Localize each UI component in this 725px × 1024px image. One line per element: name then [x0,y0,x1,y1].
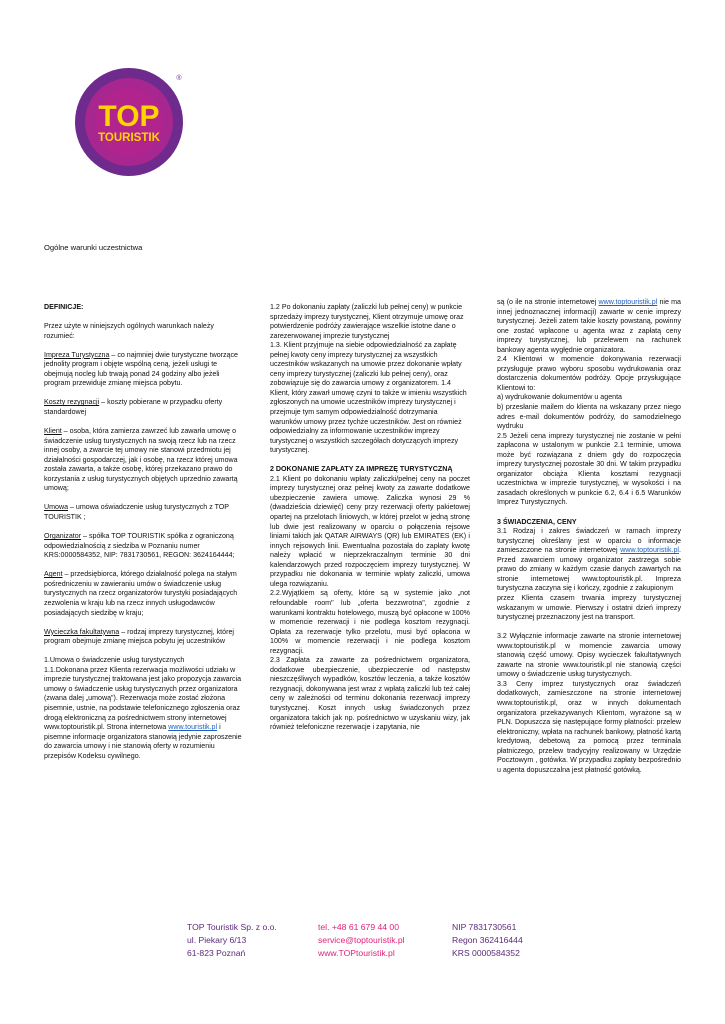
paragraph-3-2: 3.2 Wyłącznie informacje zawarte na stronie internetowej www.toptouristik.pl w momencie zawarcia umowy stanowią część umowy. Opisy wycieczek fakultatywnych zawarte na stronie www.touristik.pl nie stanowią części umowy o świadczenie usług turystycznych. [497,632,681,679]
definition: – umowa oświadczenie usług turystycznych z TOP TOURISTIK ; [44,503,229,522]
column-1 [44,303,244,771]
paragraph-1-2: 1.2 Po dokonaniu zapłaty (zaliczki lub pełnej ceny) w punkcie sprzedaży imprezy turystycznej, Klient otrzymuje umowę oraz potwierdzenie podróży zawierające wszelkie istotne dane o zarezerwowanej imprezie turystycznej [270,303,464,340]
nip: NIP 7831730561 [452,922,517,932]
krs: KRS 0000584352 [452,948,520,958]
registered-mark: ® [176,75,182,82]
company-name: TOP Touristik Sp. z o.o. [187,922,277,932]
email[interactable]: service@toptouristik.pl [318,935,405,945]
paragraph-2-1: 2.1 Klient po dokonaniu wpłaty zaliczki/pełnej ceny na poczet imprezy turystycznej oraz pełnej kwoty za zawarte dodatkowe ubezpieczenie zawiera umowę. Zaliczka wynosi 29 % (dwadzieścia dziewięć) ceny przy rezerwacji oferty pakietowej opartej na przelotach liniowych, w której przelot w jedną stronę lub dwie jest realizowany w oparciu o połączenia rejsowe liniami takich jak QATAR AIRWAYS (QR) lub EMIRATES (EK) i innych rejsowych linii. Ewentualna pozostała do zapłaty kwotę należy wpłacić w nieprzekraczalnym terminie 30 dni kalendarzowych przed rozpoczęciem imprezy turystycznej. W przypadku nie dokonania w terminie wpłaty zaliczki, umowa ulega rozwiązaniu. [270,474,470,588]
section-2-heading: 2 DOKONANIE ZAPŁATY ZA IMPREZĘ TURYSTYCZNĄ [270,465,453,474]
term: Agent [44,570,63,579]
logo-text-top: TOP [98,100,160,133]
text: 3.1 Rodzaj i zakres świadczeń w ramach imprezy turystycznej określany jest w oparciu o informacje zamieszczone na stronie internetowej [497,527,681,555]
website-link[interactable]: www.touristik.pl [168,723,218,732]
def-umowa [44,503,244,522]
paragraph-2-2: 2.2.Wyjątkiem są oferty, które są w systemie jako „not refoundable room" lub „oferta bezzwrotna", zgodnie z warunkami kontraktu hotelowego, muszą być opłacone w 100% w momencie rezerwacji i nie podlega kosztom rezygnacji. Opłata za rezerwacje tylko przelotu, musi być opłacona w 100% w momencie rezerwacji i nie podlega kosztom rezygnacji. [270,589,470,655]
definitions-intro: Przez użyte w niniejszych ogólnych warunkach należy rozumieć: [44,322,214,340]
column-2 [270,303,470,733]
definitions-heading: DEFINICJE: [44,303,84,311]
website-link[interactable]: www.toptouristik.pl [598,298,658,306]
paragraph-2-3: 2.3 Zapłata za zawarte za pośrednictwem organizatora, dodatkowe ubezpieczenie, ubezpieczenie od następstw nieszczęśliwych wypadków, kosztów leczenia, a także kosztów rezygnacji, dokonywana jest wraz z wpłatą zaliczki lub też całej ceny w zależności od terminu dokonania rezerwacji imprezy turystycznej. Koszt innych usług świadczonych przez organizatora takich jak np. pośrednictwo w uzyskaniu wizy, jak również telefoniczne rezerwacje i zapytania, nie [270,656,470,732]
paragraph-3-3: 3.3 Ceny imprez turystycznych oraz świadczeń dodatkowych, zamieszczone na stronie internetowej www.toptouristik.pl, oraz w innych dokumentach organizatora przekazywanych Klientom, wyrażone są w PLN. Dopuszcza się następujące formy płatności: przelew elektroniczny, wpłata na rachunek bankowy, płatność kartą kredytową, debetową za pomocą przez terminala płatniczego, przelew tradycyjny realizowany w Urzędzie Pocztowym , gotówka. W przypadku zapłaty bezpośrednio u agenta dopuszczalna jest płatność gotówką. [497,679,681,774]
definition: – przedsiębiorca, którego działalność polega na stałym pośredniczeniu w zawieraniu umów o świadczenie usług turystycznych na rzecz organizatorów turystyki posiadających zezwolenia w kraju lub na rzecz innych usługodawców posiadających siedzibę w kraju; [44,570,238,617]
definition: – rodzaj imprezy turystycznej, której program obejmuje zmianę miejsca pobytu jej uczestników [44,627,234,646]
term: Klient [44,427,62,436]
text: . Przed zawarciem umowy organizator zastrzega sobie prawo do zmiany w każdym czasie danych zawartych na stronie internetowej www.toptouristik.pl. Impreza turystyczna zaczyna się i kończy, zgodnie z zakupionym [497,546,681,593]
term: Organizator [44,532,82,541]
def-wycieczka [44,628,244,647]
term: Wycieczka fakultatywna [44,627,120,636]
footer-contact [318,921,405,960]
def-klient [44,427,244,494]
paragraph-3-1 [497,527,681,594]
paragraph-1-1 [44,666,244,761]
def-agent [44,570,244,618]
text: nie ma innej jednoznacznej informacji) zawarte w cenie imprezy turystycznej. Jeżeli zatem takie koszty powstaną, powinny one zostać wpłacone u agenta wraz z zapłatą ceny imprezy turystycznej, lub przelewem na rachunek bankowy agenta wygłędnie organizatora. [497,298,682,354]
option-a: a) wydrukowanie dokumentów u agenta [497,393,623,402]
section-1-heading: 1.Umowa o świadczenie usług turystycznych [44,656,185,665]
text: 1.1.Dokonana przez Klienta rezerwacja możliwości udziału w imprezie turystycznej traktowana jest jako propozycja zawarcia umowy o świadczenie usług turystycznych przez organizatora (zwana dalej „umową"). Rezerwacja może zostać złożona pisemnie, ustnie, na podstawie telefonicznego zgłoszenia oraz drogą elektroniczną za pośrednictwem strony internetowej www.toptouristik.pl. Strona internetowa [44,665,242,732]
definition: – spółka TOP TOURISTIK spółka z ograniczoną odpowiedzialnością z siedziba w Poznaniu numer KRS:0000584352, NIP: 7831730561, REGON: 3624164444; [44,532,235,560]
definition: – co najmniej dwie turystyczne tworzące jednolity program i objęte wspólną ceną, jeżeli usługi te obejmują nocleg lub trwają ponad 24 godziny albo jeżeli program przewiduje zmianę miejsca pobytu. [44,350,238,388]
paragraph-2-3-cont [497,298,681,355]
term: Impreza Turystyczna [44,350,110,359]
def-koszty [44,398,244,417]
website-link[interactable]: www.toptouristik.pl [620,546,680,555]
section-3-heading: 3 ŚWIADCZENIA, CENY [497,517,577,526]
definition: – osoba, która zamierza zawrzeć lub zawarła umowę o świadczenie usług turystycznych na swoją rzecz lub na rzecz innej osoby, a zwarcie tej umowy nie stanowi przedmiotu jej działalności gospodarczej, jak i osobę, na rzecz której umowa została zawarta, a także osobę, której przekazano prawo do korzystania z usług turystycznych objętych uprzednio zawartą umową; [44,427,238,493]
street: ul. Piekary 6/13 [187,935,247,945]
document-title: Ogólne warunki uczestnictwa [44,243,143,252]
paragraph-2-5: 2.5 Jeżeli cena imprezy turystycznej nie zostanie w pełni zapłacona w ustalonym w punkcie 2.1 terminie, umowa może być rozwiązana z dniem gdy do rozpoczęcia imprezy turystycznej pozostałe 30 dni. W takim przypadku organizator obciąża Klienta kosztami rezygnacji uczestnictwa w imprezie turystycznej, w wysokości i na zasadach określonych w punkcie 6.2, 6.4 i 6.5 Warunków Imprez Turystycznych. [497,431,681,507]
text: i pisemne informacje organizatora stanowią jedynie zaproszenie do zawarcia umowy i nie stanowią oferty w rozumieniu przepisów Kodeksu cywilnego. [44,723,242,760]
term: Umowa [44,503,69,512]
phone: tel. +48 61 679 44 00 [318,922,399,932]
city: 61-823 Poznań [187,948,246,958]
option-b: b) przesłanie mailem do klienta na wskazany przez niego adres e-mail dokumentów podróży, do samodzielnego wydruku [497,403,681,431]
paragraph-1-3: 1.3. Klient przyjmuje na siebie odpowiedzialność za zapłatę pełnej kwoty ceny imprezy turystycznej za wszystkich uczestników wskazanych na umowie przez dokonanie wpłaty ceny imprezy turystycznej (zaliczki lub pełnej ceny), oraz zobowiązuje się do zawarcia umowy z organizatorem. 1.4 Klient, który zawarł umowę czyni to także w imieniu wszystkich zgłoszonych na umowie uczestników imprezy turystycznej i przejmuje tym samym odpowiedzialność dotrzymania warunków umowy przez tychże uczestników. Jest on również odpowiedzialny za informowanie uczestników imprezy turystycznej o wszystkich szczegółach dotyczących imprezy turystycznej. [270,341,467,455]
term: Koszty rezygnacji [44,398,100,407]
def-impreza [44,351,244,389]
footer-address [187,921,277,960]
paragraph-2-4: 2.4 Klientowi w momencie dokonywania rezerwacji przysługuje prawo wyboru sposobu wydrukowania oraz dostarczenia dokumentów podróży. Opcje przysługujące Klientowi to: [497,355,681,392]
top-touristik-logo [75,68,183,176]
regon: Regon 362416444 [452,935,523,945]
text: są (o ile na stronie internetowej [497,298,599,306]
paragraph-3-1-cont: przez Klienta czasem trwania imprezy turystycznej wskazanym w umowie. Pierwszy i ostatni dzień imprezy turystycznej przeznaczony jest na transport. [497,593,681,622]
logo-text-touristik: TOURISTIK [98,132,160,144]
website[interactable]: www.TOPtouristik.pl [318,948,395,958]
def-organizator [44,532,244,561]
definition: – koszty pobierane w przypadku oferty standardowej [44,398,223,417]
column-3 [497,298,681,775]
footer-registry [452,921,523,960]
